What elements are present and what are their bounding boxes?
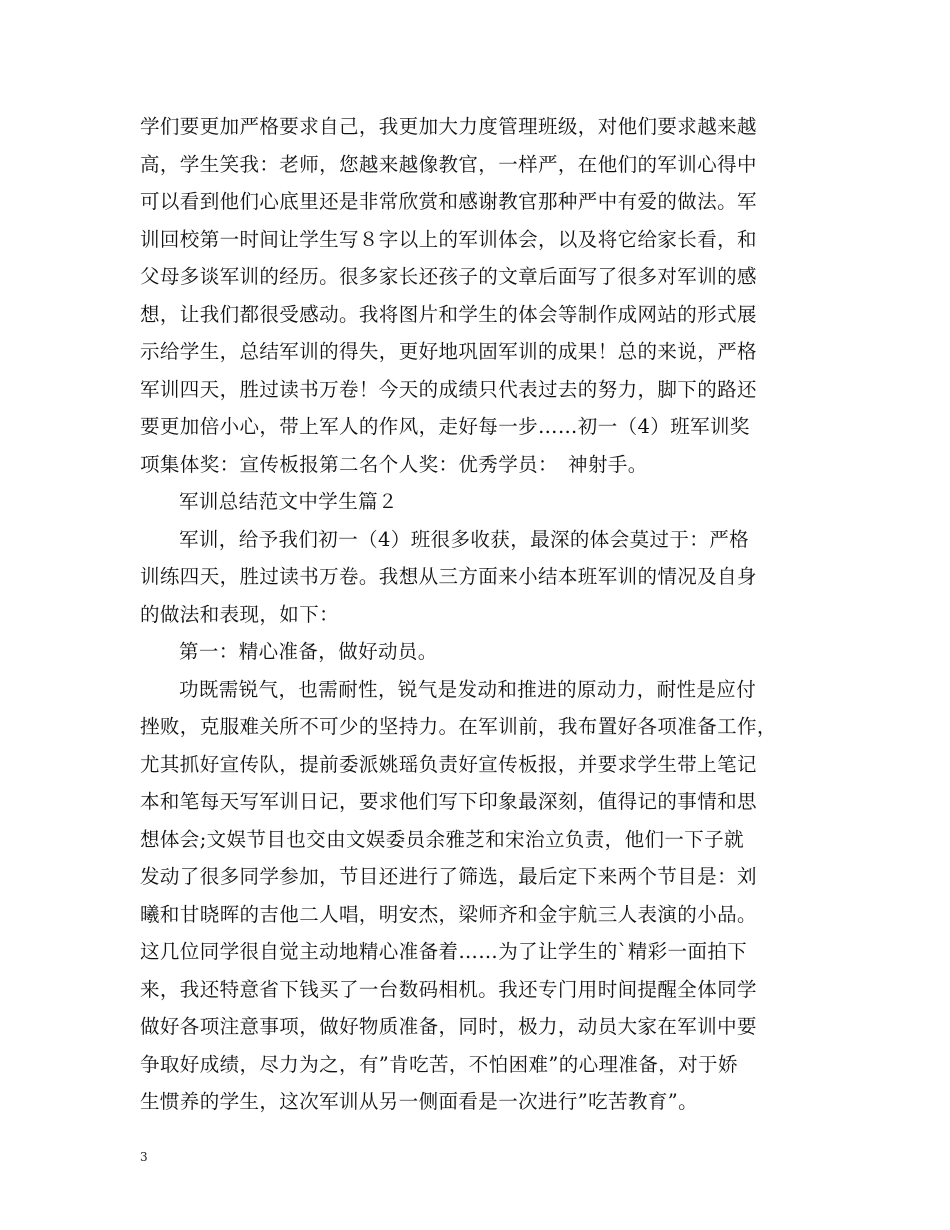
text-line: 学们要更加严格要求自己，我更加大力度管理班级，对他们要求越来越 <box>140 115 757 138</box>
text-line: 发动了很多同学参加，节目还进行了筛选，最后定下来两个节目是：刘 <box>140 865 757 888</box>
text-line: 父母多谈军训的经历。很多家长还孩子的文章后面写了很多对军训的感 <box>140 265 757 288</box>
text-line: 的做法和表现，如下： <box>140 602 340 626</box>
text-line: 想体会;文娱节目也交由文娱委员余雅芝和宋治立负责，他们一下子就 <box>140 827 744 851</box>
text-line: 功既需锐气，也需耐性，锐气是发动和推进的原动力，耐性是应付 <box>179 677 757 701</box>
text-line: 第一：精心准备，做好动员。 <box>179 640 438 663</box>
text-line: 生惯养的学生，这次军训从另一侧面看是一次进行”吃苦教育”。 <box>140 1090 699 1113</box>
document-body <box>140 108 824 1121</box>
text-line: 争取好成绩，尽力为之，有”肯吃苦，不怕困难”的心理准备，对于娇 <box>140 1052 738 1076</box>
text-line: 军训总结范文中学生篇２ <box>179 490 398 513</box>
text-line: 要更加倍小心，带上军人的作风，走好每一步……初一（4）班军训奖 <box>140 415 750 438</box>
text-line: 项集体奖：宣传板报第二名个人奖：优秀学员： 神射手。 <box>140 452 648 476</box>
text-line: 军训，给予我们初一（4）班很多收获，最深的体会莫过于：严格 <box>179 527 750 551</box>
text-line: 曦和甘晓晖的吉他二人唱，明安杰，梁师齐和金宇航三人表演的小品。 <box>140 902 757 926</box>
text-line: 想，让我们都很受感动。我将图片和学生的体会等制作成网站的形式展 <box>140 302 757 326</box>
text-line: 训回校第一时间让学生写８字以上的军训体会，以及将它给家长看，和 <box>140 227 757 251</box>
text-line: 本和笔每天写军训日记，要求他们写下印象最深刻，值得记的事情和思 <box>140 790 757 813</box>
text-line: 挫败，克服难关所不可少的坚持力。在军训前，我布置好各项准备工作， <box>140 715 777 738</box>
text-line: 可以看到他们心底里还是非常欣赏和感谢教官那种严中有爱的做法。军 <box>140 190 757 213</box>
text-line: 来，我还特意省下钱买了一台数码相机。我还专门用时间提醒全体同学 <box>140 977 757 1001</box>
text-line: 示给学生，总结军训的得失，更好地巩固军训的成果！总的来说，严格 <box>140 340 757 363</box>
text-line: 尤其抓好宣传队，提前委派姚瑶负责好宣传板报，并要求学生带上笔记 <box>140 752 757 776</box>
text-line: 做好各项注意事项，做好物质准备，同时，极力，动员大家在军训中要 <box>140 1015 757 1038</box>
page-number: 3 <box>140 1150 148 1164</box>
text-line: 训练四天，胜过读书万卷。我想从三方面来小结本班军训的情况及自身 <box>140 565 757 588</box>
text-line: 军训四天，胜过读书万卷！今天的成绩只代表过去的努力，脚下的路还 <box>140 377 757 401</box>
text-line: 这几位同学很自觉主动地精心准备着……为了让学生的`精彩一面拍下 <box>140 940 748 963</box>
text-line: 高，学生笑我：老师，您越来越像教官，一样严，在他们的军训心得中 <box>140 152 757 176</box>
